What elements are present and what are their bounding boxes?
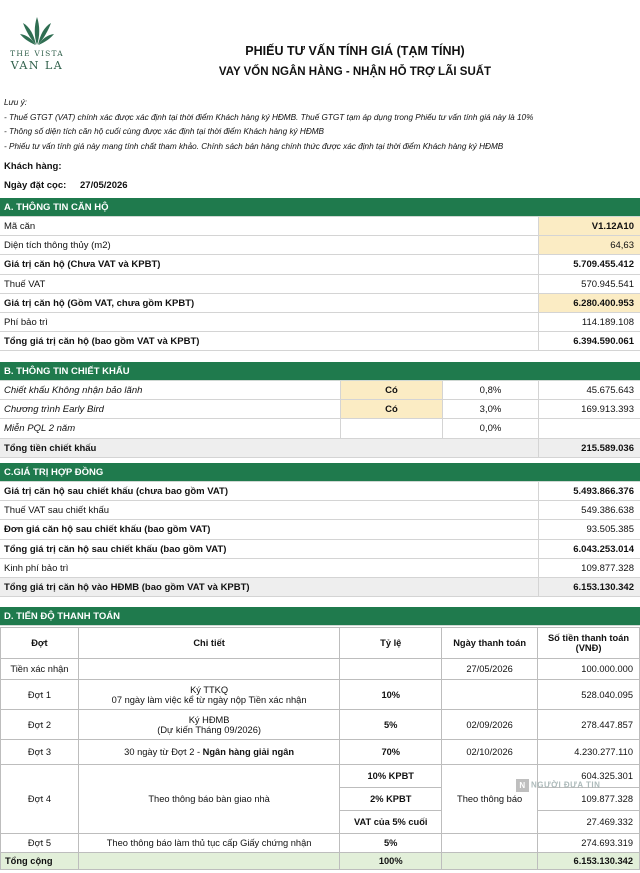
leaf-logo-icon [20,16,54,46]
row-value: 6.043.253.014 [538,540,640,558]
watermark-text: NGƯỜI ĐƯA TIN [531,780,601,790]
detail-line: Ký HĐMB [188,714,230,725]
table-row [1,710,640,740]
row-label: Giá trị căn hộ (Gồm VAT, chưa gồm KPBT) [4,297,195,309]
table-row [0,236,640,255]
col-header: Đợt [1,628,79,659]
page-title: PHIẾU TƯ VẤN TÍNH GIÁ (TẠM TÍNH) [245,44,465,58]
deposit-date-value: 27/05/2026 [80,180,128,191]
table-row [0,332,640,351]
note-item: - Phiếu tư vấn tính giá này mang tính chất tham khảo. Chính sách bán hàng chính thức được xác định tại thời điểm Khách hàng ký HĐMB [4,141,504,151]
table-row [0,294,640,313]
section-apartment-info [0,198,640,351]
row-label: Đơn giá căn hộ sau chiết khấu (bao gồm VAT) [4,524,211,536]
table-row [0,482,640,501]
col-header: Chi tiết [78,628,339,659]
total-row [0,439,640,458]
installment-detail [78,659,339,680]
discount-rate: 3,0% [442,400,538,418]
section-c-title: C.GIÁ TRỊ HỢP ĐỒNG [0,463,640,482]
row-value: 109.877.328 [538,559,640,577]
table-row [1,680,640,710]
unit-code-value: V1.12A10 [538,217,640,235]
notes [4,96,533,154]
section-discount-info [0,362,640,458]
installment-name: Tiền xác nhận [1,659,79,680]
table-row [0,381,640,400]
watermark-n-icon: N [516,779,529,792]
installment-rate: 5% [340,710,442,740]
total-row [0,578,640,597]
note-item: - Thông số diện tích căn hộ cuối cùng được xác định tại thời điểm Khách hàng ký HĐMB [4,127,325,136]
installment-amount: 4.230.277.110 [538,740,640,765]
row-value [538,419,640,437]
table-row [1,834,640,853]
row-label: Chương trình Early Bird [4,404,104,416]
detail-line: (Dự kiến Tháng 09/2026) [157,724,261,735]
installment-amount: 274.693.319 [538,834,640,853]
discount-rate: 0,8% [442,381,538,399]
note-item: - Thuế GTGT (VAT) chính xác được xác định tại thời điểm Khách hàng ký HĐMB. Thuế GTGT tạm áp dụng trong Phiếu tư vấn tính giá này là 10% [4,112,534,122]
table-row [0,217,640,236]
installment-rate: 70% [340,740,442,765]
col-header: Ngày thanh toán [442,628,538,659]
row-label: Diện tích thông thủy (m2) [4,240,111,252]
page-subtitle: VAY VỐN NGÂN HÀNG - NHẬN HỖ TRỢ LÃI SUẤT [218,66,492,78]
brand-line2: VAN LA [10,59,64,72]
row-value: 6.394.590.061 [538,332,640,350]
total-label: Tổng cộng [1,853,79,870]
col-header: Tỷ lệ [340,628,442,659]
row-label: Thuế VAT sau chiết khấu [4,505,110,517]
row-value: 169.913.393 [538,400,640,418]
discount-choice[interactable]: Có [340,381,442,399]
installment-detail: Theo thông báo bàn giao nhà [78,765,339,834]
total-label: Tổng giá trị căn hộ vào HĐMB (bao gồm VAT và KPBT) [4,581,250,593]
installment-rate: VAT của 5% cuối [340,811,442,834]
installment-amount: 528.040.095 [538,680,640,710]
row-value: 6.280.400.953 [538,294,640,312]
payment-schedule-table [0,627,640,870]
discount-rate: 0,0% [442,419,538,437]
installment-amount: 604.325.301 [538,765,640,788]
row-label: Kinh phí bảo trì [4,562,69,574]
total-amount: 6.153.130.342 [538,853,640,870]
row-value: 5.709.455.412 [538,255,640,273]
customer-label: Khách hàng: [4,161,62,172]
total-value: 215.589.036 [538,439,640,457]
installment-rate: 5% [340,834,442,853]
row-label: Miễn PQL 2 năm [4,423,76,435]
table-row [0,275,640,294]
installment-name: Đợt 1 [1,680,79,710]
row-value: 93.505.385 [538,520,640,538]
table-row [1,659,640,680]
row-label: Mã căn [4,221,36,232]
total-label: Tổng tiền chiết khấu [4,442,97,454]
table-row [0,501,640,520]
detail-line: Ký TTKQ [190,684,229,695]
installment-amount: 27.469.332 [538,811,640,834]
brand-logo [6,16,68,72]
watermark [516,779,600,792]
section-payment-schedule [0,607,640,626]
detail-text: 30 ngày từ Đợt 2 - [124,747,203,757]
total-spacer [78,853,339,870]
installment-amount: 100.000.000 [538,659,640,680]
installment-name: Đợt 5 [1,834,79,853]
installment-amount: 278.447.857 [538,710,640,740]
installment-date: 02/09/2026 [442,710,538,740]
row-value: 45.675.643 [538,381,640,399]
deposit-date-label: Ngày đặt cọc: [4,180,67,191]
detail-line: 07 ngày làm việc kể từ ngày nộp Tiền xác nhận [111,694,307,705]
installment-rate: 2% KPBT [340,788,442,811]
table-row [0,559,640,578]
table-header-row [1,628,640,659]
row-value: 5.493.866.376 [538,482,640,500]
installment-rate: 10% KPBT [340,765,442,788]
installment-detail [78,680,339,710]
discount-choice[interactable] [340,419,442,437]
installment-name: Đợt 2 [1,710,79,740]
notes-heading: Lưu ý: [4,98,27,107]
installment-date: 02/10/2026 [442,740,538,765]
row-label: Thuế VAT [4,278,46,290]
table-row [0,313,640,332]
row-value: 570.945.541 [538,275,640,293]
section-b-title: B. THÔNG TIN CHIẾT KHẤU [0,362,640,381]
table-row [0,400,640,419]
section-a-title: A. THÔNG TIN CĂN HỘ [0,198,640,217]
total-row [1,853,640,870]
installment-date: Theo thông báo [442,765,538,834]
table-row [0,540,640,559]
installment-date: 27/05/2026 [442,659,538,680]
col-header: Số tiền thanh toán (VNĐ) [538,628,640,659]
installment-detail: Theo thông báo làm thủ tục cấp Giấy chứng nhận [78,834,339,853]
table-row [0,255,640,274]
installment-date [442,680,538,710]
row-label: Giá trị căn hộ (Chưa VAT và KPBT) [4,259,161,271]
detail-emphasis: Ngân hàng giải ngân [202,747,295,757]
table-row [0,520,640,539]
installment-rate [340,659,442,680]
brand-line1: THE VISTA [10,49,64,58]
section-d-title: D. TIẾN ĐỘ THANH TOÁN [0,607,640,626]
installment-name: Đợt 4 [1,765,79,834]
installment-amount: 109.877.328 [538,788,640,811]
total-rate: 100% [340,853,442,870]
area-value: 64,63 [538,236,640,254]
discount-choice[interactable]: Có [340,400,442,418]
total-spacer [442,853,538,870]
row-label: Phí bảo trì [4,316,48,328]
row-value: 549.386.638 [538,501,640,519]
row-label: Giá trị căn hộ sau chiết khấu (chưa bao gồm VAT) [4,486,229,497]
installment-detail [78,710,339,740]
table-row [0,419,640,438]
row-label: Tổng giá trị căn hộ (bao gồm VAT và KPBT) [4,336,200,348]
installment-detail [78,740,339,765]
section-contract-value [0,463,640,597]
installment-name: Đợt 3 [1,740,79,765]
table-row [1,740,640,765]
total-value: 6.153.130.342 [538,578,640,596]
row-value: 114.189.108 [538,313,640,331]
installment-date [442,834,538,853]
installment-rate: 10% [340,680,442,710]
row-label: Chiết khấu Không nhận bảo lãnh [4,385,143,396]
row-label: Tổng giá trị căn hộ sau chiết khấu (bao gồm VAT) [4,543,227,555]
